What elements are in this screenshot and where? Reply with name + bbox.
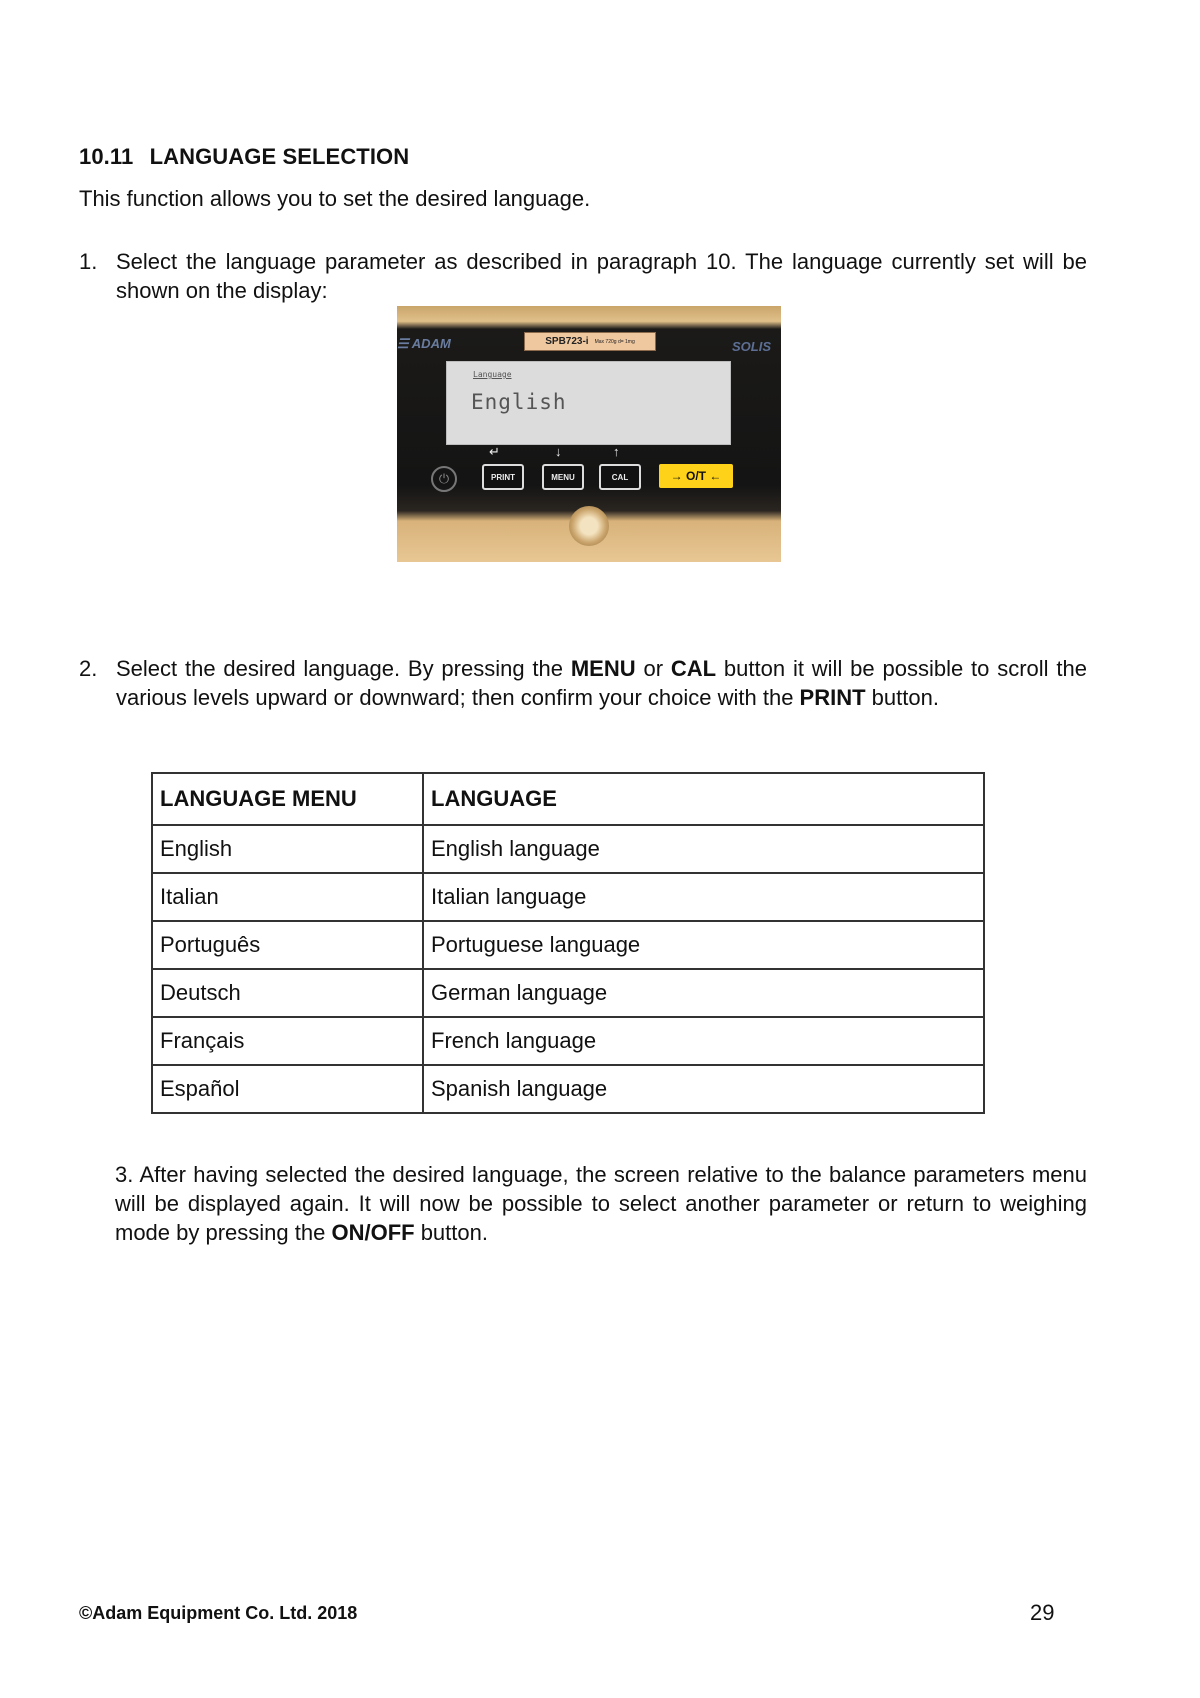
language-table	[151, 772, 985, 1114]
balance-display-photo	[397, 306, 781, 562]
up-arrow-icon: ↑	[613, 444, 620, 459]
table-row	[152, 921, 984, 969]
text-run: button.	[414, 1220, 488, 1245]
step-3	[115, 1160, 1087, 1247]
device-zero-tare-button: → O/T ←	[659, 464, 733, 488]
footer-copyright: ©Adam Equipment Co. Ltd. 2018	[79, 1603, 358, 1623]
bold-run: MENU	[570, 656, 636, 681]
table-row	[152, 825, 984, 873]
lcd-value: English	[471, 390, 567, 414]
menu-cell: Deutsch	[152, 969, 423, 1017]
table-row	[152, 873, 984, 921]
section-number: 10.11	[79, 144, 134, 169]
bold-run: CAL	[670, 656, 717, 681]
page-number: 29	[1030, 1600, 1055, 1625]
model-name: SPB723-i	[545, 336, 589, 347]
step-number: 1.	[79, 249, 98, 274]
step-text: Select the language parameter as described in paragraph 10. The language currently set will be shown on the display:	[116, 249, 1087, 303]
brand-logo: ☰ ADAM	[397, 336, 451, 351]
menu-cell: Italian	[152, 873, 423, 921]
section-intro: This function allows you to set the desired language.	[79, 186, 591, 211]
column-header: LANGUAGE MENU	[152, 773, 423, 825]
series-name: SOLIS	[731, 339, 771, 354]
section-title: LANGUAGE SELECTION	[149, 144, 410, 169]
level-bubble-icon	[569, 506, 609, 546]
language-cell: Italian language	[423, 873, 984, 921]
step-text	[115, 1160, 1087, 1247]
device-menu-button: MENU	[542, 464, 584, 490]
section-heading	[79, 144, 409, 170]
language-cell: English language	[423, 825, 984, 873]
language-cell: Spanish language	[423, 1065, 984, 1113]
step-number: 2.	[79, 656, 98, 681]
step-number: 3.	[115, 1162, 134, 1187]
menu-cell: Français	[152, 1017, 423, 1065]
menu-cell: English	[152, 825, 423, 873]
step-2	[79, 654, 1087, 712]
table-row	[152, 1065, 984, 1113]
text-run: button.	[865, 685, 939, 710]
step-text	[116, 654, 1087, 712]
table-row	[152, 1017, 984, 1065]
bold-run: ON/OFF	[331, 1220, 415, 1245]
device-print-button: PRINT	[482, 464, 524, 490]
menu-cell: Español	[152, 1065, 423, 1113]
model-spec: Max 720g d= 1mg	[594, 338, 635, 345]
language-cell: German language	[423, 969, 984, 1017]
table-header-row	[152, 773, 984, 825]
lcd-screen	[446, 361, 731, 445]
text-run: After having selected the desired language, the screen relative to the balance parameters menu will be displayed again. It will now be possible to select another parameter or return to weighing mode by pressing the	[115, 1162, 1088, 1245]
table-row	[152, 969, 984, 1017]
language-cell: Portuguese language	[423, 921, 984, 969]
power-icon: ⏻	[431, 466, 457, 492]
text-run: or	[635, 656, 671, 681]
enter-arrow-icon: ↵	[489, 444, 500, 459]
column-header: LANGUAGE	[423, 773, 984, 825]
model-label	[524, 332, 656, 351]
text-run: Select the desired language. By pressing the	[116, 656, 571, 681]
menu-cell: Português	[152, 921, 423, 969]
bold-run: PRINT	[799, 685, 866, 710]
device-cal-button: CAL	[599, 464, 641, 490]
step-1	[79, 247, 1087, 305]
brand-name: ADAM	[411, 336, 451, 351]
lcd-caption: Language	[473, 370, 512, 379]
text-run: button it will be possible to scroll the various levels upward or downward; then confirm your choice with the	[116, 656, 1087, 710]
language-cell: French language	[423, 1017, 984, 1065]
down-arrow-icon: ↓	[555, 444, 562, 459]
